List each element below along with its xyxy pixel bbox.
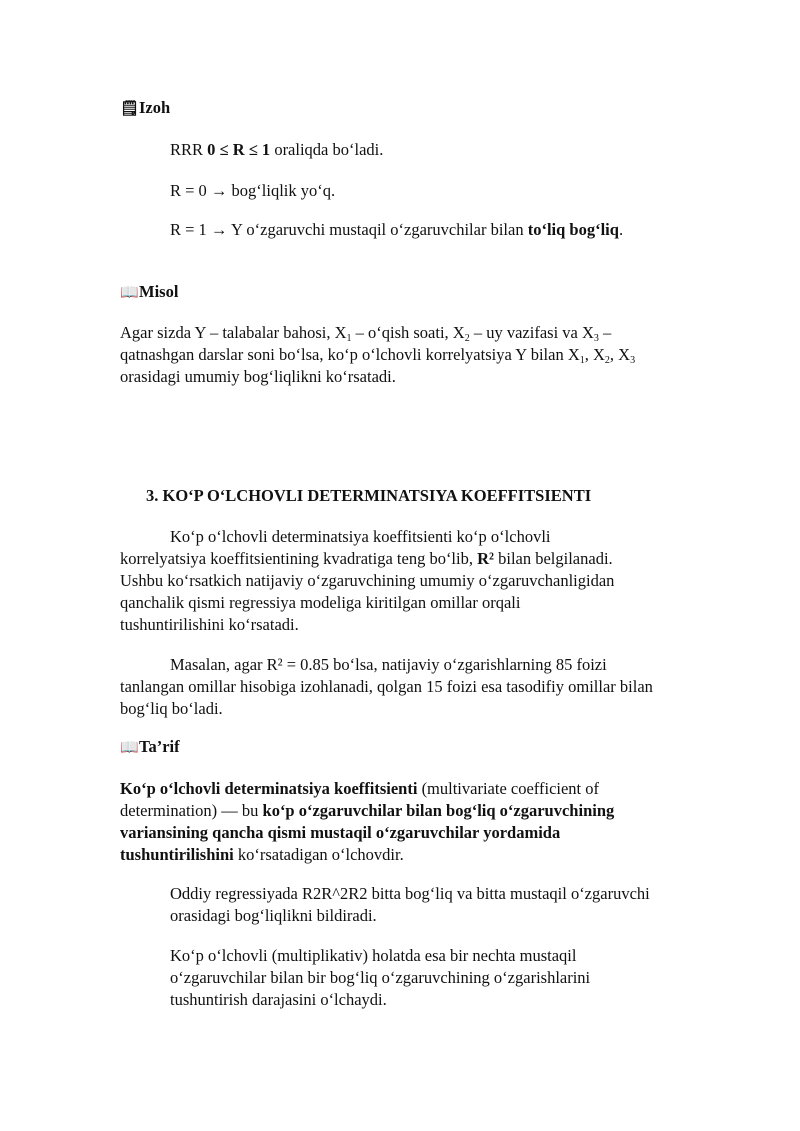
section-p1-text: Ko‘p o‘lchovli determinatsiya koeffitsienti ko‘p o‘lchovli korrelyatsiya koeffitsientining kvadratiga teng bo‘lib, [120, 527, 551, 568]
section-p1-bold: R² [477, 549, 494, 568]
izoh-heading [120, 98, 170, 118]
izoh-line-1-text: RRR [170, 140, 208, 159]
misol-text-3: – uy vazifasi va X [469, 323, 594, 342]
section-paragraph-1 [120, 526, 620, 636]
section-p1-tail: bilan belgilanadi. Ushbu ko‘rsatkich natijaviy o‘zgaruvchining umumiy o‘zgaruvchanligidan qanchalik qismi regressiya modeliga kiritilgan omillar orqali tushuntirilishini ko‘rsatadi. [120, 549, 615, 634]
tarif-p1-bold-1: Ko‘p o‘lchovli determinatsiya koeffitsienti [120, 779, 418, 798]
izoh-line-1-bold: 0 ≤ R ≤ 1 [207, 140, 271, 159]
book-icon: 📖 [120, 283, 139, 301]
section-title: 3. KO‘P O‘LCHOVLI DETERMINATSIYA KOEFFITSIENTI [146, 486, 592, 505]
izoh-line-1 [170, 139, 670, 161]
misol-text-5: , X [584, 345, 605, 364]
misol-text-2: – o‘qish soati, X [351, 323, 465, 342]
tarif-p1-text-2: ko‘rsatadigan o‘lchovdir. [233, 845, 404, 864]
book-icon: 📖 [120, 738, 139, 756]
misol-sub-2: 2 [464, 333, 470, 344]
misol-sub-3: 3 [593, 333, 599, 344]
misol-text-1: Agar sizda Y – talabalar bahosi, X [120, 323, 347, 342]
tarif-title: Ta’rif [139, 737, 180, 756]
misol-sub-5: 2 [604, 355, 610, 366]
izoh-line-2: R = 0 → bog‘liqlik yo‘q. [170, 181, 336, 200]
izoh-line-3-text: R = 1 → Y o‘zgaruvchi mustaqil o‘zgaruvchilar bilan [170, 220, 528, 239]
note-icon: 🗒 [120, 99, 140, 117]
tarif-p1-text-1: (multivariate coefficient of determination) — bu [120, 779, 600, 820]
izoh-title: Izoh [139, 98, 171, 117]
izoh-line-3-bold: to‘liq bog‘liq [527, 220, 619, 239]
tarif-p1-bold-2: ko‘p o‘zgaruvchilar bilan bog‘liq o‘zgaruvchining variansining qancha qismi mustaqil o‘zgaruvchilar yordamida tushuntirilishini [120, 801, 615, 864]
misol-text-4: – qatnashgan darslar soni bo‘lsa, ko‘p o‘lchovli korrelyatsiya Y bilan X [120, 323, 612, 364]
tarif-paragraph-2: Oddiy regressiyada R2R^2R2 bitta bog‘liq va bitta mustaqil o‘zgaruvchi orasidagi bog‘liqlikni bildiradi. [170, 884, 650, 925]
misol-title: Misol [139, 282, 179, 301]
izoh-line-3 [170, 219, 640, 241]
misol-heading [120, 282, 178, 302]
misol-sub-1: 1 [346, 333, 352, 344]
section-paragraph-2: Masalan, agar R² = 0.85 bo‘lsa, natijaviy o‘zgarishlarning 85 foizi tanlangan omillar hisobiga izohlanadi, qolgan 15 foizi esa tasodifiy omillar bilan bog‘liq bo‘ladi. [120, 655, 653, 718]
misol-text-6: , X [609, 345, 631, 364]
tarif-paragraph-1 [120, 778, 675, 866]
tarif-heading [120, 737, 180, 757]
izoh-line-3-tail: . [618, 220, 624, 239]
misol-sub-6: 3 [630, 355, 636, 366]
tarif-paragraph-3: Ko‘p o‘lchovli (multiplikativ) holatda esa bir nechta mustaqil o‘zgaruvchilar bilan bir bog‘liq o‘zgaruvchining o‘zgarishlarini tushuntirish darajasini o‘lchaydi. [170, 946, 591, 1009]
misol-paragraph [120, 322, 675, 388]
izoh-line-1-tail: oraliqda bo‘ladi. [270, 140, 384, 159]
misol-text-7: orasidagi umumiy bog‘liqlikni ko‘rsatadi. [120, 367, 396, 386]
misol-sub-4: 1 [579, 355, 585, 366]
